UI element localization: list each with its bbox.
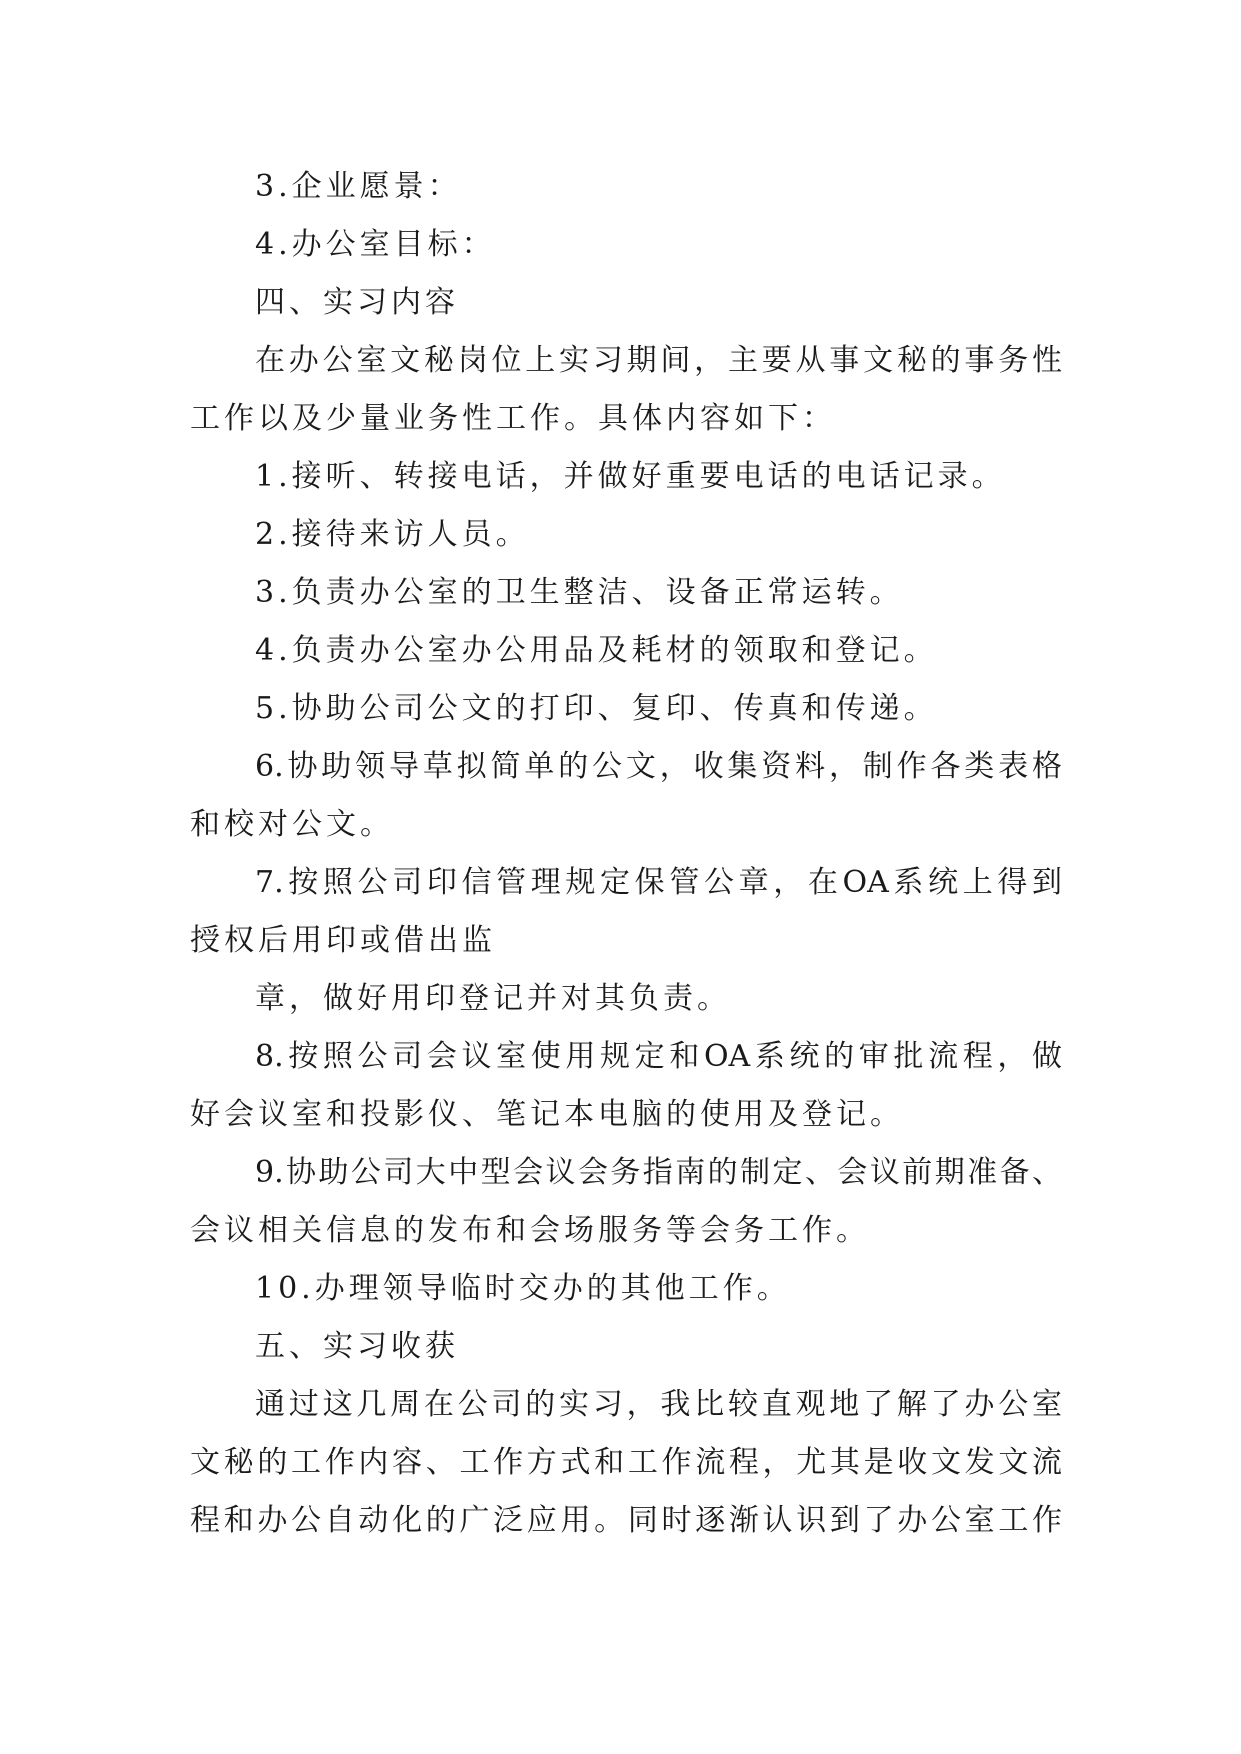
list-item: 1.接听、转接电话，并做好重要电话的电话记录。 (255, 459, 1006, 494)
list-item-continuation: 授权后用印或借出监 (190, 923, 496, 958)
paragraph-line: 文秘的工作内容、工作方式和工作流程，尤其是收文发文流 (190, 1445, 1062, 1480)
list-item-continuation: 和校对公文。 (190, 807, 394, 842)
paragraph-line: 通过这几周在公司的实习，我比较直观地了解了办公室 (255, 1387, 1062, 1422)
paragraph-line: 工作以及少量业务性工作。具体内容如下： (190, 401, 836, 436)
section-heading-internship-gains: 五、实习收获 (255, 1329, 459, 1364)
list-item-vision: 3.企业愿景： (255, 169, 462, 204)
list-item: 3.负责办公室的卫生整洁、设备正常运转。 (255, 575, 904, 610)
list-item: 6.协助领导草拟简单的公文，收集资料，制作各类表格 (255, 749, 1062, 784)
list-item: 5.协助公司公文的打印、复印、传真和传递。 (255, 691, 938, 726)
paragraph-line: 程和办公自动化的广泛应用。同时逐渐认识到了办公室工作 (190, 1503, 1062, 1538)
list-item-office-goal: 4.办公室目标： (255, 227, 496, 262)
list-item: 7.按照公司印信管理规定保管公章，在OA系统上得到 (255, 865, 1062, 900)
list-item: 8.按照公司会议室使用规定和OA系统的审批流程，做 (255, 1039, 1062, 1074)
list-item: 9.协助公司大中型会议会务指南的制定、会议前期准备、 (255, 1155, 1062, 1190)
list-item-continuation: 章，做好用印登记并对其负责。 (255, 981, 731, 1016)
list-item: 10.办理领导临时交办的其他工作。 (255, 1271, 791, 1306)
list-item-continuation: 会议相关信息的发布和会场服务等会务工作。 (190, 1213, 870, 1248)
list-item-continuation: 好会议室和投影仪、笔记本电脑的使用及登记。 (190, 1097, 904, 1132)
list-item: 2.接待来访人员。 (255, 517, 530, 552)
list-item: 4.负责办公室办公用品及耗材的领取和登记。 (255, 633, 938, 668)
document-body (190, 158, 1062, 1550)
paragraph-line: 在办公室文秘岗位上实习期间，主要从事文秘的事务性 (255, 343, 1062, 378)
section-heading-internship-content: 四、实习内容 (255, 285, 459, 320)
